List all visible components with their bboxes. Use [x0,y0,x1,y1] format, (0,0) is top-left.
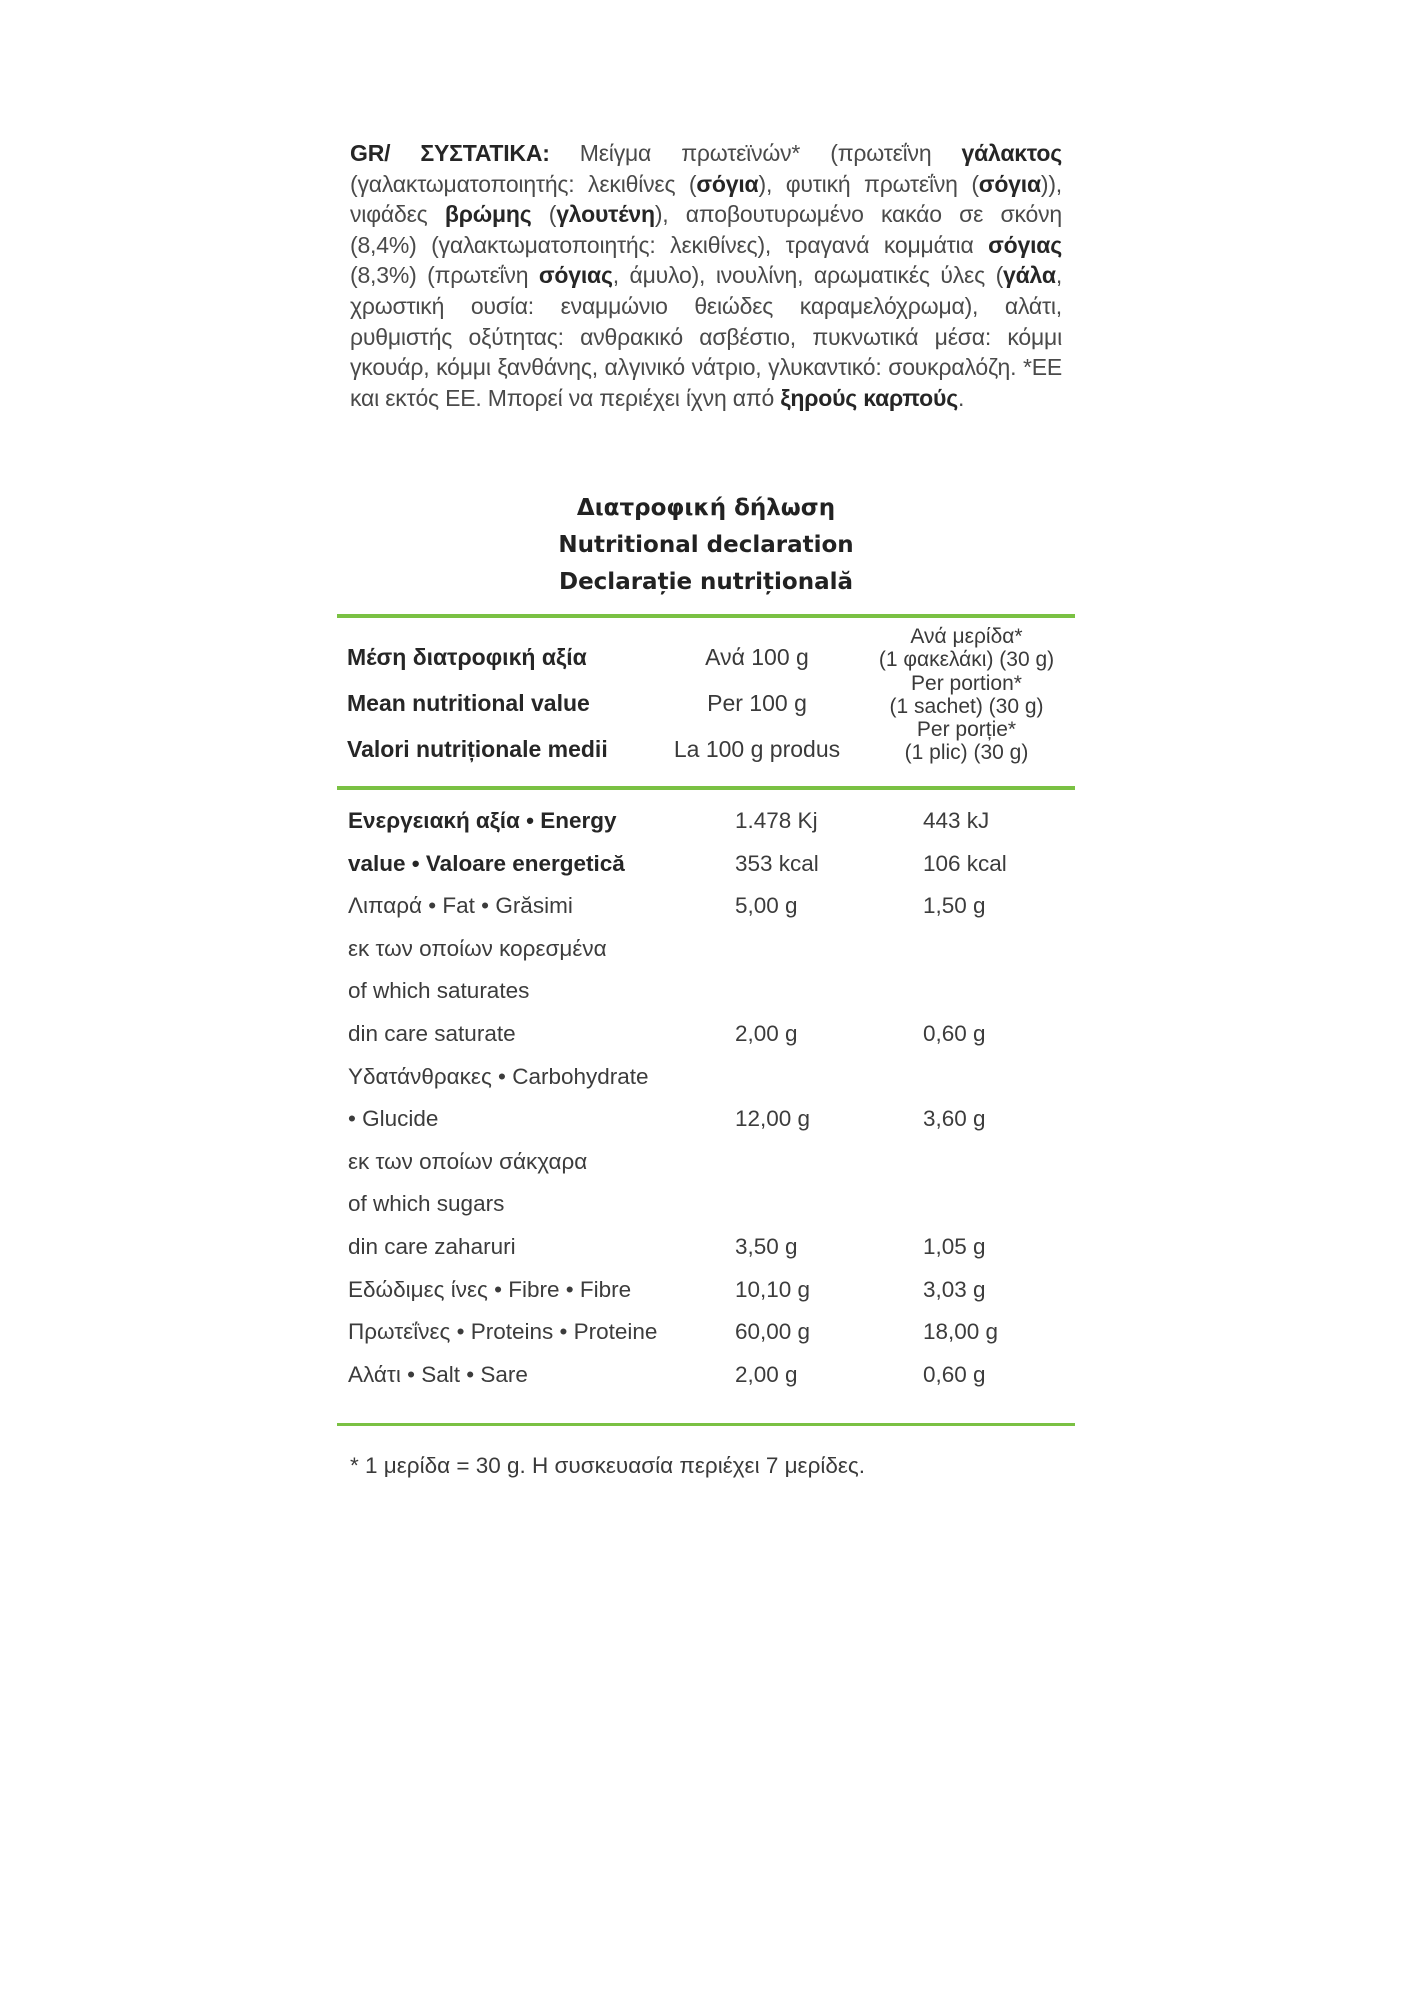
row-label: Ενεργειακή αξία • Energy [348,808,617,833]
ingredient-text: , άμυλο), ινουλίνη, αρωματικές ύλες ( [612,262,1004,289]
table-row [337,1098,1075,1141]
table-row [337,1013,1075,1056]
row-label: value • Valoare energetică [348,850,625,876]
table-top-rule [337,614,1075,618]
row-label: of which saturates [348,978,530,1004]
row-value-per-portion: 18,00 g [923,1319,999,1345]
header-label-english: Mean nutritional value [347,690,590,716]
row-value-per-100g: 10,10 g [735,1276,811,1302]
header-per100-greek: Ανά 100 g [705,644,809,670]
row-value-per-portion: 1,50 g [923,893,986,919]
header-portion-line: Per porție* [916,718,1017,742]
ingredient-emphasis: σόγιας [988,231,1062,258]
ingredient-text: . [957,384,965,411]
row-value-per-portion: 3,03 g [923,1276,986,1302]
header-label-column [347,634,608,772]
title-romanian: Declarație nutrițională [558,569,854,595]
title-greek: Διατροφική δήλωση [576,495,836,521]
row-label: of which sugars [348,1191,505,1217]
ingredient-text: , χρωστική ουσία: εναμμώνιο θειώδες καραμελόχρωμα), αλάτι, ρυθμιστής οξύτητας: ανθρακικό ασβέστιο, πυκνωτικά μέσα: κόμμι γκουάρ, κόμμι ξανθάνης, αλγινικό νάτριο, γλυκαντικό: σουκραλόζη. *ΕΕ και εκτός ΕΕ. Μπορεί να περιέχει ίχνη από [350,262,1063,411]
nutrition-table-body [337,800,1075,1396]
header-label-romanian: Valori nutriționale medii [347,736,608,762]
row-label: εκ των οποίων σάκχαρα [348,1148,588,1174]
ingredient-emphasis: βρώμης [444,201,532,228]
ingredient-emphasis: σόγιας [538,262,613,289]
header-portion-line: Ανά μερίδα* [910,625,1023,648]
row-label: Πρωτεΐνες • Proteins • Proteine [348,1319,658,1345]
title-english: Nutritional declaration [558,532,854,558]
row-value-per-portion: 1,05 g [923,1233,986,1259]
row-value-per-portion: 3,60 g [923,1106,986,1132]
row-value-per-100g: 12,00 g [735,1106,811,1132]
row-label: Υδατάνθρακες • Carbohydrate [348,1063,649,1089]
ingredients-paragraph [350,138,1062,413]
row-value-per-portion: 443 kJ [923,808,990,833]
table-row [337,1141,1075,1184]
table-row [337,1311,1075,1354]
ingredient-text: ), φυτική πρωτεΐνη ( [758,170,979,197]
row-value-per-100g: 353 kcal [735,850,819,876]
table-row [337,1269,1075,1312]
table-row [337,1354,1075,1397]
ingredient-emphasis: GR/ ΣΥΣΤΑΤΙΚΑ: [350,140,550,166]
row-value-per-100g: 5,00 g [735,893,798,919]
table-row [337,843,1075,886]
ingredient-text: ( [531,201,557,228]
table-row [337,970,1075,1013]
ingredient-emphasis: ξηρούς καρπούς [780,384,958,411]
ingredient-text: (γαλακτωματοποιητής: λεκιθίνες ( [350,170,697,197]
table-header [337,622,1075,784]
ingredient-emphasis: σόγια [696,170,759,197]
nutrition-title [337,490,1075,601]
row-label: Εδώδιμες ίνες • Fibre • Fibre [348,1276,632,1302]
row-label: • Glucide [348,1106,439,1132]
row-value-per-100g: 2,00 g [735,1361,798,1387]
row-label: Αλάτι • Salt • Sare [348,1361,528,1387]
footnote: * 1 μερίδα = 30 g. Η συσκευασία περιέχει 7 μερίδες. [350,1453,866,1478]
table-row [337,1056,1075,1099]
ingredient-emphasis: γάλα [1003,262,1056,289]
table-row [337,800,1075,843]
row-value-per-portion: 0,60 g [923,1020,986,1046]
header-bottom-rule [337,786,1075,790]
ingredient-emphasis: γάλακτος [961,140,1062,166]
header-per100-column [657,634,857,772]
table-row [337,1226,1075,1269]
table-row [337,885,1075,928]
ingredient-text: (8,3%) (πρωτεΐνη [350,262,539,289]
header-portion-line: (1 plic) (30 g) [904,741,1029,765]
row-value-per-100g: 1.478 Kj [735,808,818,833]
row-value-per-100g: 60,00 g [735,1319,811,1345]
ingredient-emphasis: σόγια [978,170,1041,197]
row-value-per-100g: 2,00 g [735,1020,798,1046]
row-value-per-portion: 0,60 g [923,1361,986,1387]
ingredient-text: )), νιφάδες [350,170,1062,228]
ingredient-text: Μείγμα πρωτεϊνών* (πρωτεΐνη [549,140,962,166]
header-portion-line: Per portion* [911,671,1022,695]
row-label: Λιπαρά • Fat • Grăsimi [348,893,573,919]
header-portion-column [859,625,1074,765]
header-portion-line: (1 sachet) (30 g) [889,694,1044,718]
header-per100-romanian: La 100 g produs [673,736,841,762]
table-bottom-rule [337,1423,1075,1426]
table-row [337,1183,1075,1226]
ingredient-emphasis: γλουτένη [556,201,655,228]
row-value-per-portion: 106 kcal [923,850,1007,876]
header-per100-english: Per 100 g [707,690,807,716]
table-row [337,928,1075,971]
row-label: εκ των οποίων κορεσμένα [348,935,607,961]
ingredient-text: ), αποβουτυρωμένο κακάο σε σκόνη (8,4%) (γαλακτωματοποιητής: λεκιθίνες), τραγανά κομμάτια [350,201,1062,258]
row-value-per-100g: 3,50 g [735,1233,798,1259]
header-portion-line: (1 φακελάκι) (30 g) [878,648,1055,672]
header-label-greek: Μέση διατροφική αξία [347,644,587,670]
row-label: din care zaharuri [348,1233,516,1259]
row-label: din care saturate [348,1020,516,1046]
